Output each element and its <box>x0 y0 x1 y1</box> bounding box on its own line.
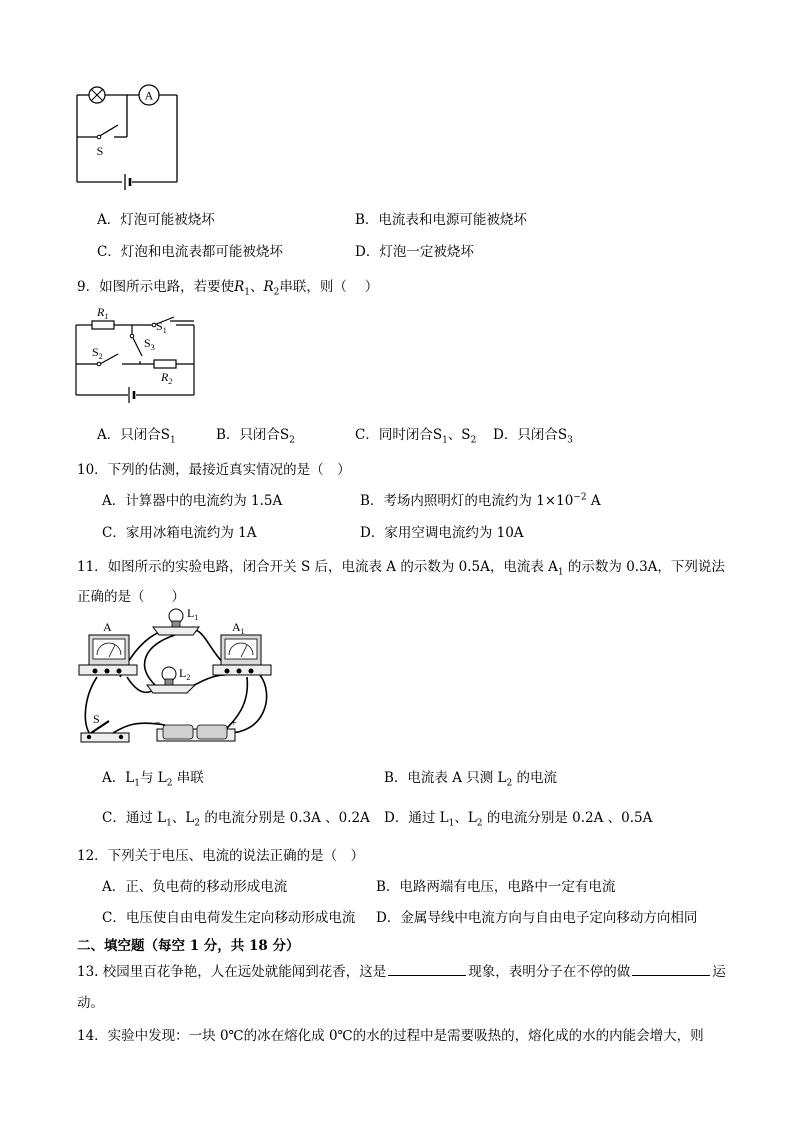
q11-option-a[interactable]: A．$L_1$与 $L_2$ 串联 <box>102 770 204 789</box>
switch-s3-contact-icon <box>130 334 134 338</box>
q13-blank-2[interactable] <box>632 963 710 976</box>
q11-stem-line2: 正确的是（ ） <box>77 589 185 605</box>
switch-s2-contact-icon <box>97 362 101 366</box>
ammeter-a-label: A <box>103 620 112 634</box>
switch-contact-icon <box>97 135 101 139</box>
lamp-icon <box>89 87 105 103</box>
q12-option-c[interactable]: C．电压使自由电荷发生定向移动形成电流 <box>102 910 356 926</box>
r1-label: $R_1$ <box>97 305 109 321</box>
q12-stem: 12．下列关于电压、电流的说法正确的是（ ） <box>77 848 365 864</box>
s2-label: $S_2$ <box>92 345 103 361</box>
q11-option-d[interactable]: D．通过 $L_1$、$L_2$ 的电流分别是 0.2A 、0.5A <box>384 810 653 829</box>
q11-circuit-figure <box>75 605 275 755</box>
q8-circuit-figure <box>70 80 185 192</box>
ammeter-a-icon <box>79 635 137 675</box>
q9-option-a[interactable]: A．只闭合$S_1$ <box>97 427 176 446</box>
q9-stem: 9．如图所示电路，若要使$R_1$、$R_2$串联，则（ ） <box>77 279 379 298</box>
q12-option-b[interactable]: B．电路两端有电压，电路中一定有电流 <box>376 879 616 895</box>
q9-option-c[interactable]: C．同时闭合$S_1$、$S_2$ <box>355 427 477 446</box>
ammeter-a1-icon <box>213 635 271 675</box>
q9-circuit-figure <box>70 303 205 408</box>
lamp-l2-label: $L_2$ <box>179 666 191 682</box>
q10-option-a[interactable]: A．计算器中的电流约为 1.5A <box>102 493 283 509</box>
battery-plus-label: + <box>231 718 237 729</box>
switch-s-label: S <box>93 712 100 726</box>
resistor-r1-icon <box>92 321 114 329</box>
q10-stem: 10．下列的估测，最接近真实情况的是（ ） <box>77 462 351 478</box>
q10-option-c[interactable]: C．家用冰箱电流约为 1A <box>102 525 257 541</box>
s1-label: $S_1$ <box>156 319 167 335</box>
q8-option-d[interactable]: D．灯泡一定被烧坏 <box>355 244 474 260</box>
switch-label: S <box>96 144 104 158</box>
ammeter-a1-tag: $A_1$ <box>232 620 245 636</box>
q13-line1: 13. 校园里百花争艳，人在远处就能闻到花香，这是 现象，表明分子在不停的做 运 <box>77 964 726 980</box>
section-title: 二、填空题（每空 1 分，共 18 分） <box>77 938 300 954</box>
q9-option-d[interactable]: D．只闭合$S_3$ <box>493 427 573 446</box>
q12-option-d[interactable]: D．金属导线中电流方向与自由电子定向移动方向相同 <box>376 910 698 926</box>
q13-blank-1[interactable] <box>388 963 466 976</box>
q8-option-a[interactable]: A．灯泡可能被烧坏 <box>97 212 215 228</box>
q11-option-b[interactable]: B．电流表 A 只测 $L_2$ 的电流 <box>384 770 558 789</box>
q12-option-a[interactable]: A．正、负电荷的移动形成电流 <box>102 879 288 895</box>
q10-option-d[interactable]: D．家用空调电流约为 10A <box>360 525 524 541</box>
battery-icon <box>157 725 235 741</box>
lamp-l1-label: $L_1$ <box>187 606 199 622</box>
q9-option-b[interactable]: B．只闭合$S_2$ <box>216 427 295 446</box>
ammeter-label: A <box>144 88 154 103</box>
q8-option-b[interactable]: B．电流表和电源可能被烧坏 <box>355 212 527 228</box>
q10-option-b[interactable]: B．考场内照明灯的电流约为 $1\times 10^{-2}$ A <box>360 492 601 509</box>
q14-line1: 14．实验中发现：一块 0℃的冰在熔化成 0℃的水的过程中是需要吸热的，熔化成的水的内能会增大，则 <box>77 1028 704 1044</box>
resistor-r2-icon <box>154 360 176 368</box>
q8-option-c[interactable]: C．灯泡和电流表都可能被烧坏 <box>97 244 283 260</box>
s3-label: $S_3$ <box>144 336 155 352</box>
q13-line2: 动。 <box>77 995 104 1011</box>
q11-stem-line1: 11．如图所示的实验电路，闭合开关 S 后，电流表 A 的示数为 0.5A，电流表 $A_1$ 的示数为 0.3A，下列说法 <box>77 559 725 578</box>
battery-minus-label: − <box>155 718 161 729</box>
q11-option-c[interactable]: C．通过 $L_1$、$L_2$ 的电流分别是 0.3A 、0.2A <box>102 810 370 829</box>
r2-label: $R_2$ <box>161 370 173 386</box>
